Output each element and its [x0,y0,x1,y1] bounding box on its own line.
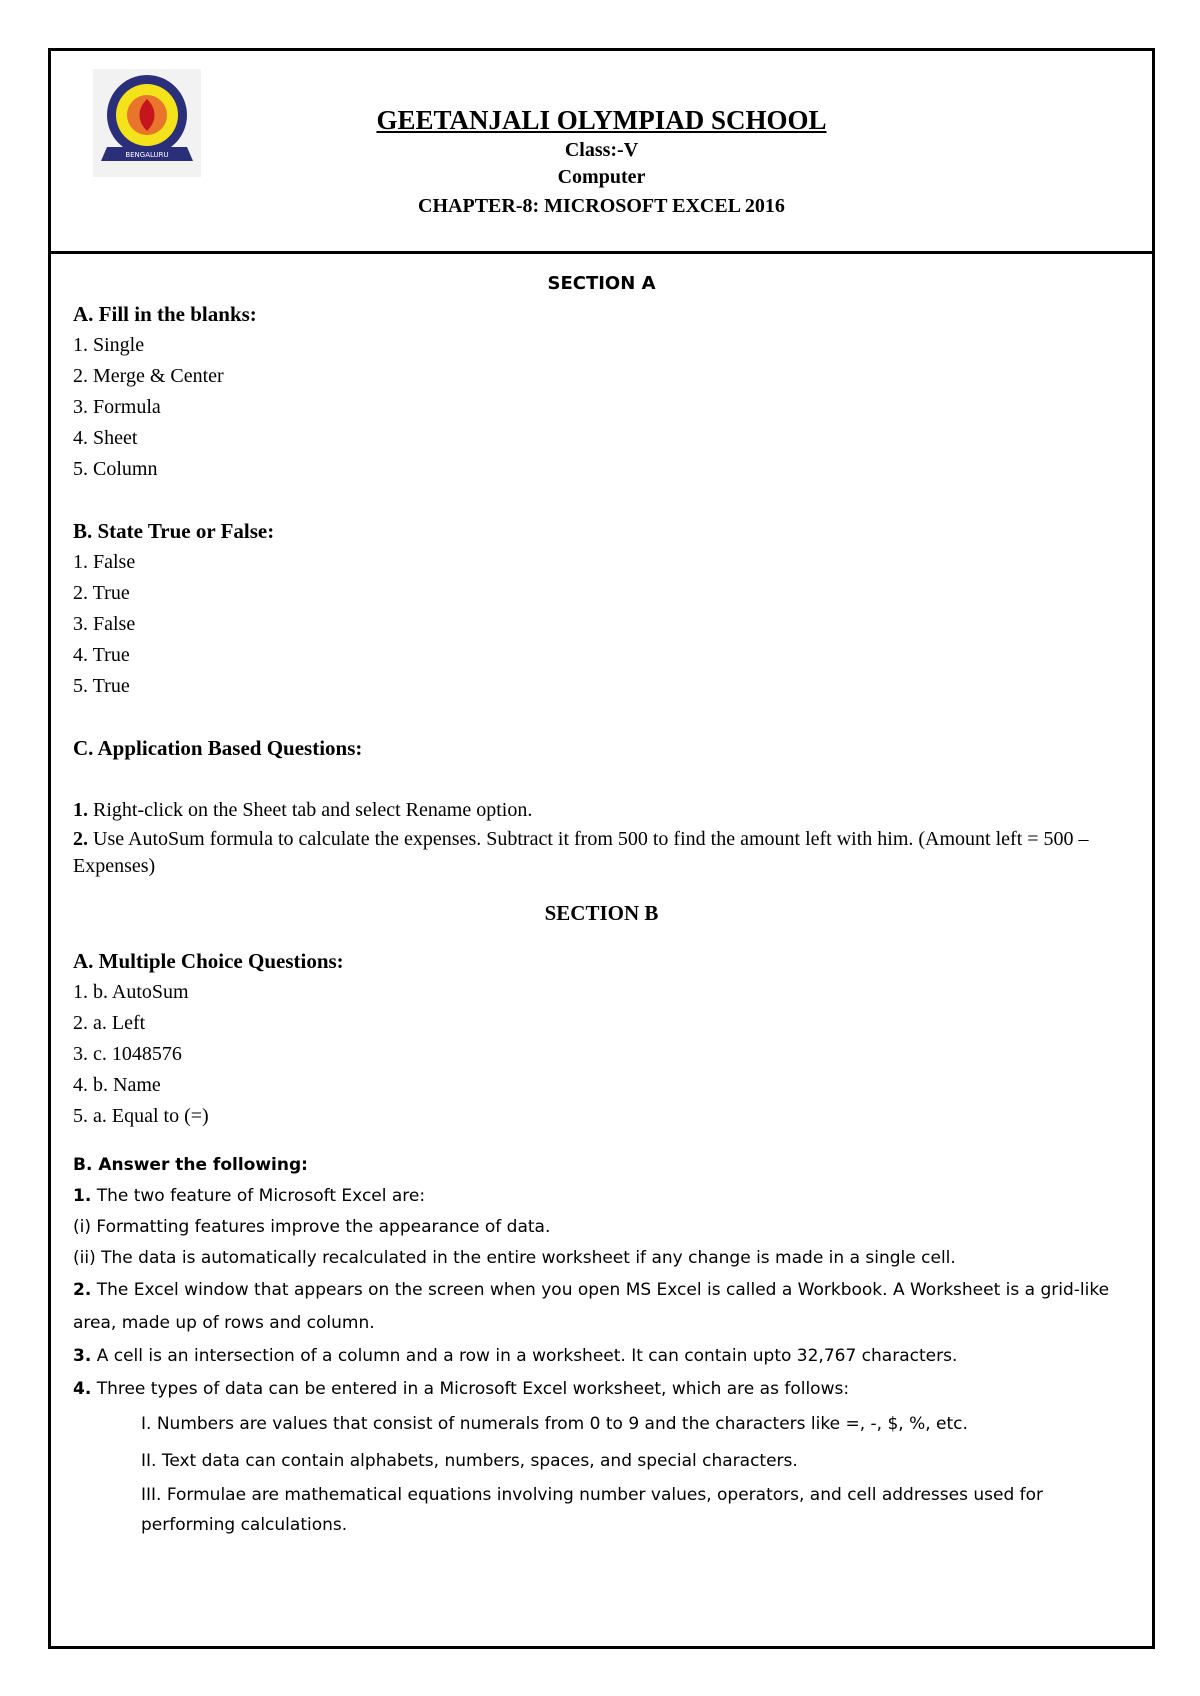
list-item: 3. c. 1048576 [73,1043,182,1065]
answer-1 [73,1181,1130,1212]
chapter-title: CHAPTER-8: MICROSOFT EXCEL 2016 [418,195,785,217]
application-answer-2 [73,826,1130,880]
list-item: 2. True [73,582,130,604]
answer-4-item: III. Formulae are mathematical equations involving number values, operators, and cell addresses used for performing calculations. [141,1485,1044,1535]
answer-4-item: II. Text data can contain alphabets, numbers, spaces, and special characters. [141,1451,798,1471]
answer-1-i [73,1212,1130,1243]
application-answer-1 [73,795,1130,826]
answer-number: 4. [73,1379,92,1399]
answer-text: Three types of data can be entered in a Microsoft Excel worksheet, which are as follows: [96,1379,850,1399]
answer-following-heading: B. Answer the following: [73,1155,308,1175]
list-item: 5. True [73,675,130,697]
answer-number: 2. [73,828,88,850]
answer-4-item: I. Numbers are values that consist of numerals from 0 to 9 and the characters like =, -, $, %, etc. [141,1414,968,1434]
svg-text:BENGALURU: BENGALURU [125,151,169,159]
section-b-title: SECTION B [544,901,659,925]
list-item: 5. Column [73,458,158,480]
list-item: 5. a. Equal to (=) [73,1105,209,1127]
answer-number: 3. [73,1346,92,1366]
answer-key-body [73,269,1130,1540]
school-name: GEETANJALI OLYMPIAD SCHOOL [376,105,827,135]
answer-text: Formatting features improve the appearance of data. [96,1217,551,1237]
header [51,51,1152,254]
answer-text: The two feature of Microsoft Excel are: [96,1186,426,1206]
list-item: 2. Merge & Center [73,365,224,387]
list-item: 1. b. AutoSum [73,981,189,1003]
answer-number: 1. [73,799,88,821]
list-item: 4. Sheet [73,427,138,449]
list-item: 4. True [73,644,130,666]
list-item: 1. Single [73,334,145,356]
list-item: 4. b. Name [73,1074,161,1096]
page-frame [48,48,1155,1649]
answer-text: The data is automatically recalculated in the entire worksheet if any change is made in a single cell. [101,1248,956,1268]
list-item: 1. False [73,551,136,573]
answer-text: Right-click on the Sheet tab and select Rename option. [93,799,533,821]
answer-1-ii [73,1243,1130,1274]
list-item: 3. False [73,613,136,635]
list-item: 3. Formula [73,396,161,418]
section-a-title: SECTION A [547,273,656,294]
application-heading: C. Application Based Questions: [73,736,363,760]
answer-2 [73,1274,1130,1340]
title-block [51,103,1152,221]
mcq-heading: A. Multiple Choice Questions: [73,949,344,973]
subject-label: Computer [557,166,646,188]
answer-3 [73,1340,1130,1373]
answer-4 [73,1373,1130,1406]
answer-text: A cell is an intersection of a column and a row in a worksheet. It can contain upto 32,767 characters. [96,1346,958,1366]
answer-number: (ii) [73,1248,96,1268]
fill-blanks-heading: A. Fill in the blanks: [73,302,257,326]
answer-text: The Excel window that appears on the screen when you open MS Excel is called a Workbook. A Worksheet is a grid-like area, made up of rows and column. [73,1280,1110,1333]
list-item: 2. a. Left [73,1012,146,1034]
class-label: Class:-V [564,139,639,161]
answer-number: (i) [73,1217,91,1237]
answer-text: Use AutoSum formula to calculate the expenses. Subtract it from 500 to find the amount left with him. (Amount left = 500 – Expenses) [73,828,1089,877]
true-false-heading: B. State True or False: [73,519,275,543]
answer-number: 2. [73,1280,92,1300]
answer-number: 1. [73,1186,92,1206]
